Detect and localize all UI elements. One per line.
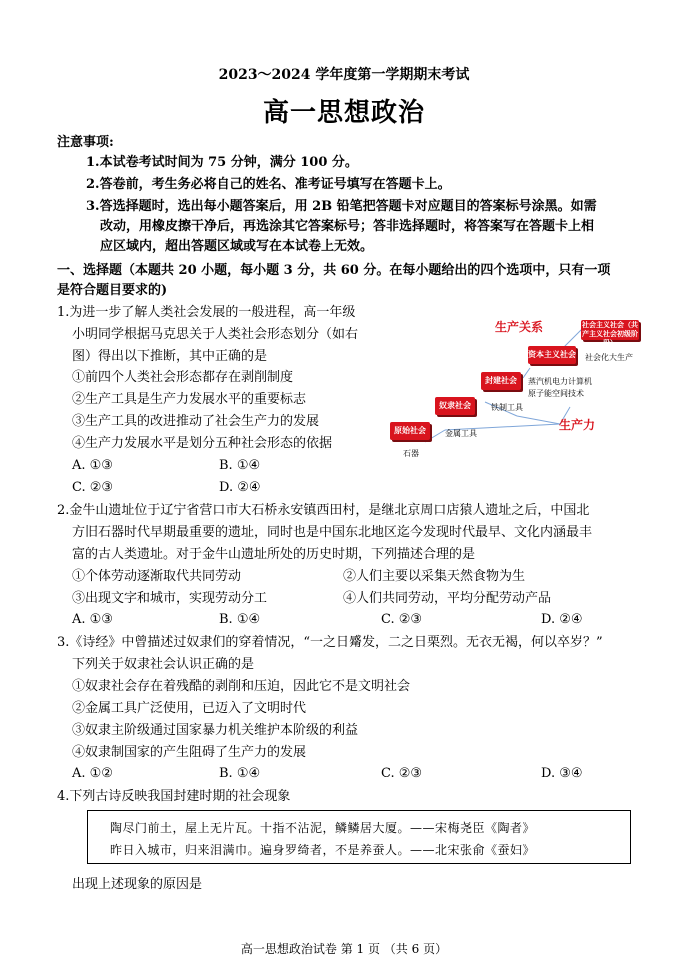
tool-atomic: 原子能空间技术 (528, 389, 584, 398)
notice-heading: 注意事项: (57, 135, 114, 150)
force-arrow (517, 416, 560, 424)
notice-item: 应区域内，超出答题区域或写在本试卷上无效。 (100, 239, 374, 254)
question-1-statement: ③生产工具的改进推动了社会生产力的发展 (72, 414, 320, 429)
tool-socialized: 社会化大生产 (585, 353, 633, 362)
question-2-option-c: C. ②③ (381, 612, 423, 627)
notice-item: 1.本试卷考试时间为 75 分钟，满分 100 分。 (86, 155, 358, 170)
question-2-statement: ②人们主要以采集天然食物为生 (343, 569, 526, 584)
question-2-option-b: B. ①④ (219, 612, 261, 627)
question-2-option-d: D. ②④ (541, 612, 583, 627)
stair-capitalist: 资本主义社会 (528, 346, 576, 364)
question-3-stem: 3.《诗经》中曾描述过奴隶们的穿着情况，“一之日觱发，二之日栗烈。无衣无褐，何以卒岁？” (57, 635, 603, 650)
question-3-option-d: D. ③④ (541, 766, 583, 781)
question-1-option-b: B. ①④ (219, 458, 261, 473)
question-2-statement: ④人们共同劳动，平均分配劳动产品 (343, 591, 552, 606)
question-3-option-c: C. ②③ (381, 766, 423, 781)
tool-stone: 石器 (403, 449, 419, 458)
question-2-stem: 2.金牛山遗址位于辽宁省营口市大石桥永安镇西田村，是继北京周口店猿人遗址之后，中国北 (57, 503, 590, 518)
tool-iron: 铁制工具 (491, 403, 523, 412)
poem-line: 昨日入城市，归来泪满巾。遍身罗绮者，不是养蚕人。——北宋张俞《蚕妇》 (110, 843, 536, 857)
section-heading: 一、选择题（本题共 20 小题，每小题 3 分，共 60 分。在每小题给出的四个选项中，只有一项 (57, 263, 611, 278)
page-footer: 高一思想政治试卷 第 1 页 （共 6 页） (240, 942, 448, 956)
question-3-statement: ③奴隶主阶级通过国家暴力机关维护本阶级的利益 (72, 723, 359, 738)
question-2-option-a: A. ①③ (72, 612, 113, 627)
social-forms-diagram (385, 312, 655, 462)
question-3-statement: ④奴隶制国家的产生阻碍了生产力的发展 (72, 745, 307, 760)
question-1-stem: 1.为进一步了解人类社会发展的一般进程，高一年级 (57, 305, 356, 320)
question-1-statement: ④生产力发展水平是划分五种社会形态的依据 (72, 436, 333, 451)
stair-socialist: 社会主义社会（共产主义社会初级阶段） (582, 321, 638, 347)
stair-feudal: 封建社会 (481, 372, 521, 390)
question-1-option-a: A. ①③ (72, 458, 113, 473)
stair-slave: 奴隶社会 (435, 397, 475, 415)
notice-item: 3.答选择题时，选出每小题答案后，用 2B 铅笔把答题卡对应题目的答案标号涂黑。如需 (86, 199, 597, 214)
question-1-option-d: D. ②④ (219, 480, 261, 495)
notice-item: 改动，用橡皮擦干净后，再选涂其它答案标号；答非选择题时，将答案写在答题卡上相 (100, 219, 595, 234)
question-1-stem: 小明同学根据马克思关于人类社会形态划分（如右 (72, 327, 359, 342)
question-1-statement: ②生产工具是生产力发展水平的重要标志 (72, 392, 307, 407)
question-3-statement: ①奴隶社会存在着残酷的剥削和压迫，因此它不是文明社会 (72, 679, 411, 694)
question-2-statement: ①个体劳动逐渐取代共同劳动 (72, 569, 242, 584)
notice-item: 2.答卷前，考生务必将自己的姓名、准考证号填写在答题卡上。 (86, 177, 451, 192)
subject-title: 高一思想政治 (262, 98, 425, 128)
question-3-option-a: A. ①② (72, 766, 113, 781)
tool-steam: 蒸汽机电力计算机 (528, 377, 592, 386)
relations-label: 生产关系 (495, 320, 544, 334)
question-3-statement: ②金属工具广泛使用，已迈入了文明时代 (72, 701, 307, 716)
exam-title: 2023～2024 学年度第一学期期末考试 (218, 67, 470, 83)
poem-line: 陶尽门前土，屋上无片瓦。十指不沾泥，鳞鳞居大厦。——宋梅尧臣《陶者》 (110, 821, 536, 835)
question-3-option-b: B. ①④ (219, 766, 261, 781)
stair-primitive: 原始社会 (390, 422, 430, 440)
question-1-option-c: C. ②③ (72, 480, 114, 495)
question-4-stem: 4.下列古诗反映我国封建时期的社会现象 (57, 789, 291, 804)
question-2-stem: 富的古人类遗址。对于金牛山遗址所处的历史时期，下列描述合理的是 (72, 547, 476, 562)
forces-label: 生产力 (559, 418, 596, 432)
tool-metal: 金属工具 (445, 429, 477, 438)
question-1-stem: 图）得出以下推断，其中正确的是 (72, 349, 268, 364)
poem-box (87, 810, 631, 864)
question-4-followup: 出现上述现象的原因是 (72, 877, 203, 892)
section-heading: 是符合题目要求的) (57, 283, 168, 298)
question-2-stem: 方旧石器时代早期最重要的遗址，同时也是中国东北地区迄今发现时代最早、文化内涵最丰 (72, 525, 593, 540)
question-3-stem: 下列关于奴隶社会认识正确的是 (72, 657, 255, 672)
question-1-statement: ①前四个人类社会形态都存在剥削制度 (72, 370, 294, 385)
question-2-statement: ③出现文字和城市，实现劳动分工 (72, 591, 268, 606)
